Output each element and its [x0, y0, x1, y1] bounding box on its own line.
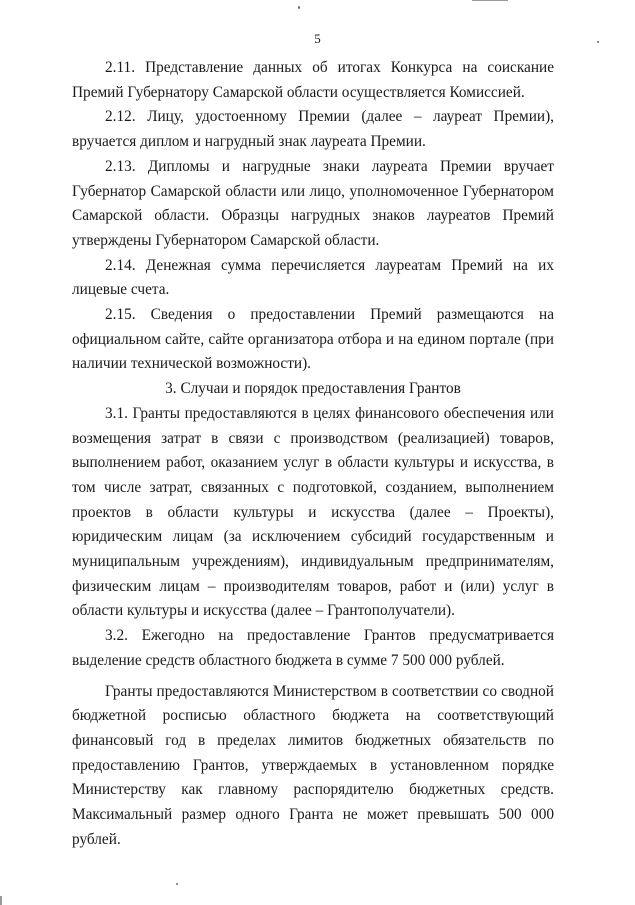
- document-body: [72, 56, 554, 853]
- paragraph-3-2: 3.2. Ежегодно на предоставление Грантов предусматривается выделение средств областного бюджета в сумме 7 500 000 рублей.: [72, 627, 554, 669]
- paragraph-2-14: 2.14. Денежная сумма перечисляется лауреатам Премий на их лицевые счета.: [72, 256, 554, 299]
- scan-speck: [597, 41, 599, 43]
- scan-speck: [298, 6, 300, 9]
- scan-edge-mark: [0, 896, 2, 905]
- paragraph-3-1: 3.1. Гранты предоставляются в целях финансового обеспечения или возмещения затрат в связи с производством (реализацией) товаров, выполнением работ, оказанием услуг в области культуры и искусства, в том числе затрат, связанных с подготовкой, созданием, выполнением проектов в области культуры и искусства (далее – Проекты), юридическим лицам (за исключением субсидий государственным и муниципальным учреждениям), индивидуальным предпринимателям, физическим лицам – производителям товаров, работ и (или) услуг в области культуры и искусства (далее – Грантополучатели).: [72, 404, 554, 620]
- section-heading: 3. Случаи и порядок предоставления Грантов: [165, 380, 461, 398]
- paragraph-2-13: 2.13. Дипломы и нагрудные знаки лауреата Премии вручает Губернатор Самарской области или лицо, уполномоченное Губернатором Самарской области. Образцы нагрудных знаков лауреатов Премий утверждены Губернатором Самарской области.: [72, 157, 554, 249]
- paragraph-2-15: 2.15. Сведения о предоставлении Премий размещаются на официальном сайте, сайте организатора отбора и на едином портале (при наличии технической возможности).: [72, 306, 554, 373]
- page-number: 5: [314, 31, 321, 46]
- scan-edge-mark: [472, 0, 508, 1]
- scan-speck: [176, 883, 178, 885]
- paragraph-2-12: 2.12. Лицу, удостоенному Премии (далее – лауреат Премии), вручается диплом и нагрудный знак лауреата Премии.: [72, 108, 554, 151]
- paragraph-2-11: 2.11. Представление данных об итогах Конкурса на соискание Премий Губернатору Самарской области осуществляется Комиссией.: [72, 59, 554, 101]
- paragraph-3-2-continued: Гранты предоставляются Министерством в соответствии со сводной бюджетной росписью областного бюджета на соответствующий финансовый год в пределах лимитов бюджетных обязательств по предоставлению Грантов, утверждаемых в установленном порядке Министерству как главному распорядителю бюджетных средств. Максимальный размер одного Гранта не может превышать 500 000 рублей.: [72, 682, 554, 848]
